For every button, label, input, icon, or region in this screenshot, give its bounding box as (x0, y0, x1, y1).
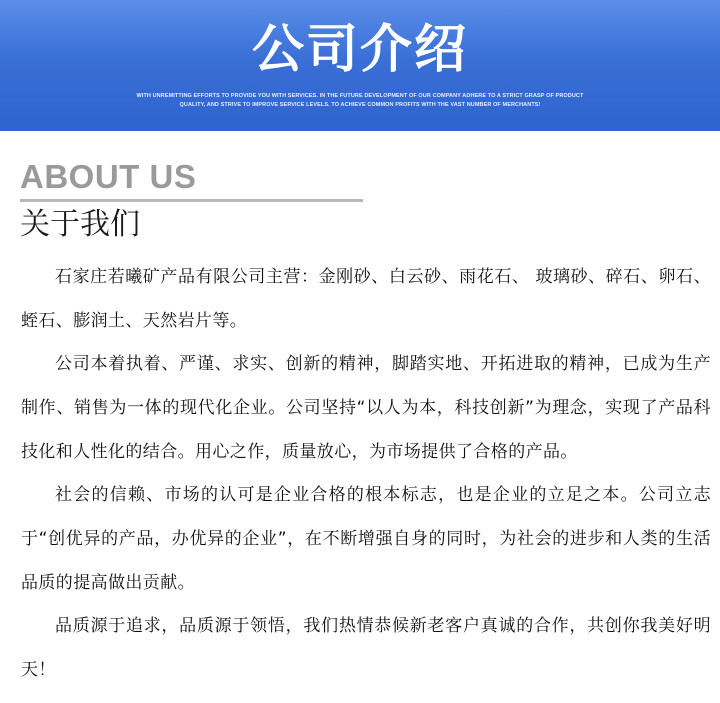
banner-subtitle: WITH UNREMITTING EFFORTS TO PROVIDE YOU WITH SERVICES. IN THE FUTURE DEVELOPMENT OF OUR COMPANY ADHERE TO A STRICT GRASP OF PRODUCT QUALITY, AND STRIVE TO IMPROVE SERVICE LEVELS. TO ACHIEVE COMMON PROFITS WITH THE VAST NUMBER OF MERCHANTS! (136, 93, 584, 108)
intro-paragraph-products: 石家庄若曦矿产品有限公司主营：金刚砂、白云砂、雨花石、 玻璃砂、碎石、卵石、蛭石、膨润土、天然岩片等。 (21, 267, 711, 331)
about-heading-cn: 关于我们 (20, 207, 140, 242)
intro-paragraph-closing: 品质源于追求，品质源于领悟，我们热情恭候新老客户真诚的合作，共创你我美好明天！ (21, 616, 711, 680)
banner-title: 公司介绍 (251, 20, 468, 80)
about-heading-en: ABOUT US (20, 158, 197, 195)
intro-paragraph-trust: 社会的信赖、市场的认可是企业合格的根本标志，也是企业的立足之本。公司立志于“创优异的产品，办优异的企业”，在不断增强自身的同时，为社会的进步和人类的生活品质的提高做出贡献。 (21, 485, 711, 593)
heading-divider (20, 199, 363, 202)
intro-paragraph-spirit: 公司本着执着、严谨、求实、创新的精神，脚踏实地、开拓进取的精神，已成为生产制作、销售为一体的现代化企业。公司坚持“以人为本，科技创新”为理念，实现了产品科技化和人性化的结合。用心之作，质量放心，为市场提供了合格的产品。 (21, 354, 711, 462)
header-banner (0, 0, 720, 131)
